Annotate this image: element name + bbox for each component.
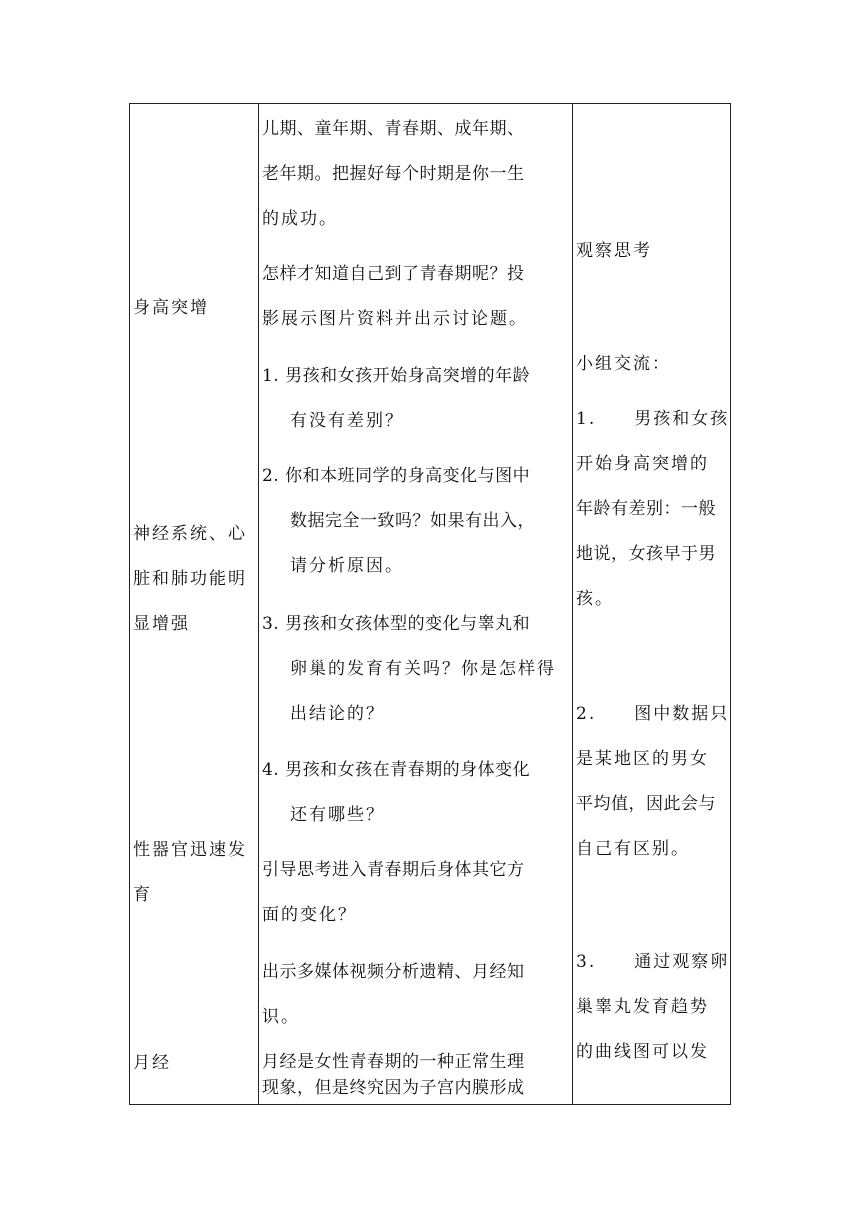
middle-line: 出结论的？ xyxy=(290,704,385,724)
right-line: 巢睾丸发育趋势 xyxy=(576,997,709,1017)
middle-line: 4. 男孩和女孩在青春期的身体变化 xyxy=(262,760,531,780)
right-line: 3. 通过观察卵 xyxy=(576,952,730,972)
middle-line: 老年期。把握好每个时期是你一生 xyxy=(262,164,525,184)
middle-line: 有没有差别？ xyxy=(290,411,404,431)
middle-line: 现象，但是终究因为子宫内膜形成 xyxy=(262,1078,525,1098)
right-line: 地说，女孩早于男 xyxy=(576,544,716,564)
left-item: 显增强 xyxy=(133,614,190,634)
middle-line: 引导思考进入青春期后身体其它方 xyxy=(262,860,525,880)
middle-line: 影展示图片资料并出示讨论题。 xyxy=(262,309,528,329)
middle-line: 月经是女性青春期的一种正常生理 xyxy=(262,1052,525,1072)
middle-line: 出示多媒体视频分析遗精、月经知 xyxy=(262,962,525,982)
middle-line: 还有哪些？ xyxy=(290,805,385,825)
left-item: 育 xyxy=(133,885,152,905)
left-item: 神经系统、心 xyxy=(133,524,247,544)
right-line: 平均值，因此会与 xyxy=(576,794,716,814)
right-line: 观察思考 xyxy=(576,241,652,261)
right-line: 是某地区的男女 xyxy=(576,749,709,769)
column-divider-left xyxy=(258,104,259,1104)
right-line: 开始身高突增的 xyxy=(576,454,709,474)
middle-line: 数据完全一致吗？如果有出入， xyxy=(290,511,535,531)
middle-line: 的成功。 xyxy=(262,209,338,229)
middle-line: 请分析原因。 xyxy=(290,556,404,576)
middle-line: 识。 xyxy=(262,1007,300,1027)
left-item: 月经 xyxy=(133,1053,171,1073)
column-divider-right xyxy=(572,104,573,1104)
middle-line: 儿期、童年期、青春期、成年期、 xyxy=(262,119,525,139)
right-line: 年龄有差别：一般 xyxy=(576,499,716,519)
left-item: 身高突增 xyxy=(133,298,209,318)
right-line: 1. 男孩和女孩 xyxy=(576,409,730,429)
right-line: 的曲线图可以发 xyxy=(576,1042,709,1062)
middle-line: 3. 男孩和女孩体型的变化与睾丸和 xyxy=(262,614,531,634)
right-line: 2. 图中数据只 xyxy=(576,704,730,724)
right-line: 小组交流： xyxy=(576,354,671,374)
middle-line: 怎样才知道自己到了青春期呢？投 xyxy=(262,264,525,284)
left-item: 性器官迅速发 xyxy=(133,840,247,860)
right-line: 孩。 xyxy=(576,589,614,609)
left-item: 脏和肺功能明 xyxy=(133,569,247,589)
right-line: 自己有区别。 xyxy=(576,839,690,859)
middle-line: 面的变化？ xyxy=(262,905,357,925)
middle-line: 卵巢的发育有关吗？你是怎样得 xyxy=(290,659,556,679)
middle-line: 2. 你和本班同学的身高变化与图中 xyxy=(262,466,531,486)
middle-line: 1. 男孩和女孩开始身高突增的年龄 xyxy=(262,366,531,386)
